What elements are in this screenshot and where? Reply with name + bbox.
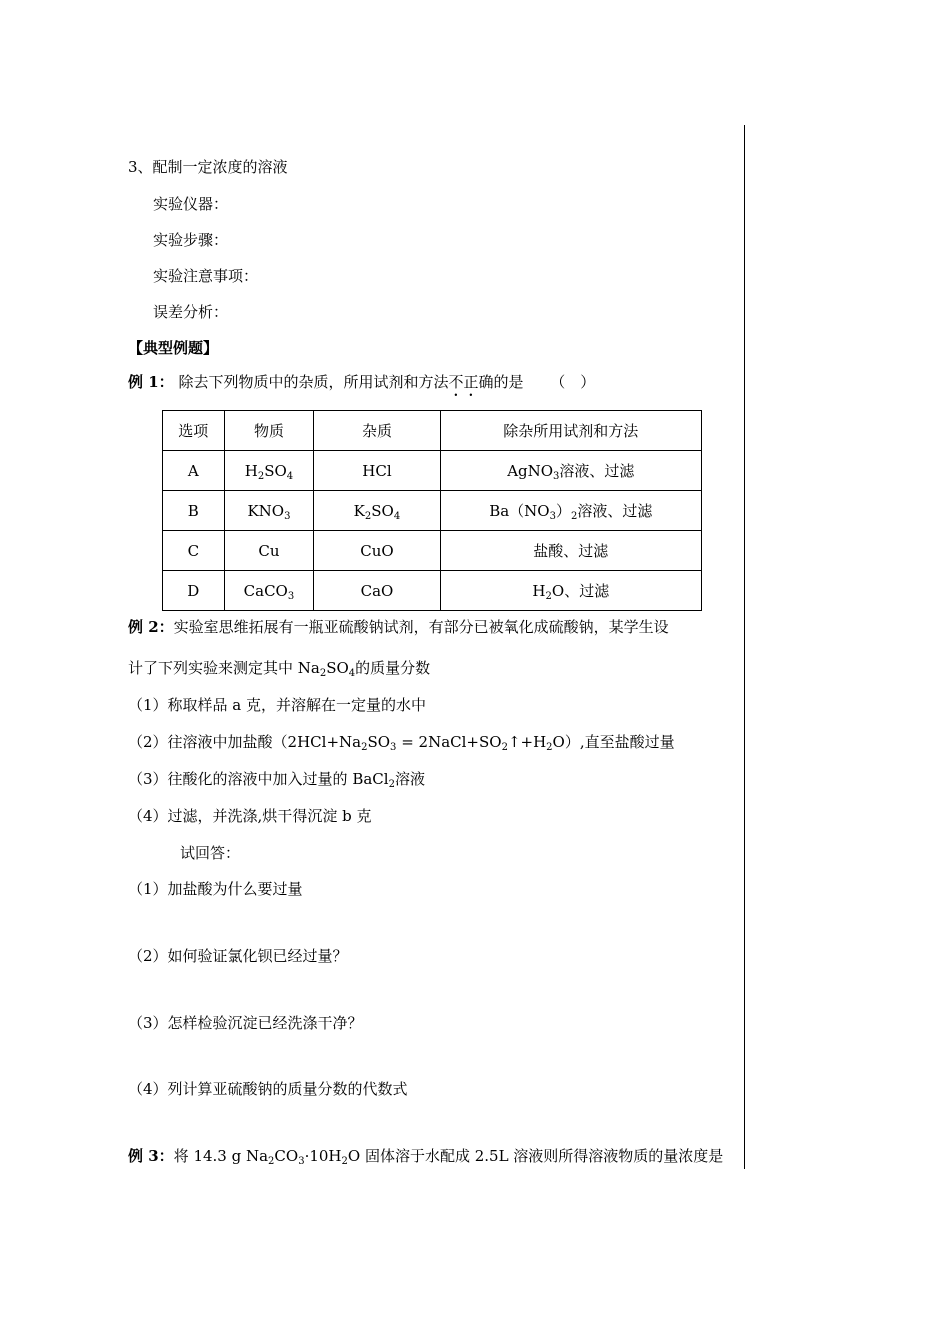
substance-cell: $KNO_3$ (224, 491, 314, 531)
error-analysis-label: 误差分析： (153, 303, 229, 321)
example-2-step-1: （1）称取样品 a 克，并溶解在一定量的水中 (128, 696, 427, 714)
substance-cell: Cu (224, 531, 314, 571)
method-cell: AgNO$_3$溶液、过滤 (440, 451, 701, 491)
typical-examples-heading: 【典型例题】 (128, 339, 219, 357)
example-2-step-4: （4）过滤，并洗涤,烘干得沉淀 b 克 (128, 807, 372, 825)
table-header: 物质 (224, 411, 314, 451)
example-1-emphasis: 不正 (448, 373, 479, 391)
table-header: 除杂所用试剂和方法 (440, 411, 701, 451)
option-cell: A (163, 451, 225, 491)
option-cell: C (163, 531, 225, 571)
example-3-label: 例 3： (128, 1147, 174, 1165)
impurity-cell: $K_2SO_4$ (314, 491, 440, 531)
example-2-step-3: （3）往酸化的溶液中加入过量的 BaCl$_2$溶液 (128, 770, 425, 790)
table-row (163, 531, 702, 571)
steps-label: 实验步骤： (153, 231, 229, 249)
method-cell: $H_2O$、过滤 (440, 571, 701, 611)
notes-label: 实验注意事项： (153, 267, 259, 285)
example-2-label: 例 2： (128, 618, 174, 636)
question-1: （1）加盐酸为什么要过量 (128, 880, 303, 898)
example-3-question: 例 3：将 14.3 g $Na_2CO_3\cdot 10H_2O$ 固体溶于水配成 2.5L 溶液则所得溶液物质的量浓度是 (128, 1147, 724, 1167)
substance-cell: $H_2SO_4$ (224, 451, 314, 491)
table-row (163, 451, 702, 491)
method-cell: $Ba(NO_3)_2$溶液、过滤 (440, 491, 701, 531)
impurity-cell: CaO (314, 571, 440, 611)
substance-cell: CaCO$_3$ (224, 571, 314, 611)
method-cell: 盐酸、过滤 (440, 531, 701, 571)
option-cell: D (163, 571, 225, 611)
option-cell: B (163, 491, 225, 531)
section-3-title: 3、配制一定浓度的溶液 (128, 158, 288, 176)
margin-rule (744, 125, 745, 1169)
example-1-label: 例 1： (128, 373, 174, 391)
table-header: 选项 (163, 411, 225, 451)
table-header-row (163, 411, 702, 451)
impurity-table (162, 410, 702, 611)
table-row (163, 571, 702, 611)
question-2: （2）如何验证氯化钡已经过量？ (128, 947, 348, 965)
example-1-text-end: 确的是 (478, 373, 524, 391)
table-row (163, 491, 702, 531)
answer-prompt: 试回答： (180, 844, 241, 862)
answer-blank: （ ） (550, 373, 596, 391)
table-header: 杂质 (314, 411, 440, 451)
example-2-intro-cont: 计了下列实验来测定其中 $Na_2SO_4$的质量分数 (128, 659, 431, 679)
question-3: （3）怎样检验沉淀已经洗涤干净？ (128, 1014, 363, 1032)
question-4: （4）列计算亚硫酸钠的质量分数的代数式 (128, 1080, 408, 1098)
example-2-step-2: （2）往溶液中加盐酸（$2HCl+Na_2SO_3$ = $2NaCl+SO_2↑+H_2O$）,直至盐酸过量 (128, 733, 675, 753)
impurity-cell: HCl (314, 451, 440, 491)
example-2-intro: 例 2：实验室思维拓展有一瓶亚硫酸钠试剂，有部分已被氧化成硫酸钠，某学生设 (128, 618, 669, 636)
impurity-cell: CuO (314, 531, 440, 571)
example-1-question (128, 372, 595, 400)
example-1-text: 除去下列物质中的杂质，所用试剂和方法 (178, 373, 449, 391)
instruments-label: 实验仪器： (153, 195, 229, 213)
